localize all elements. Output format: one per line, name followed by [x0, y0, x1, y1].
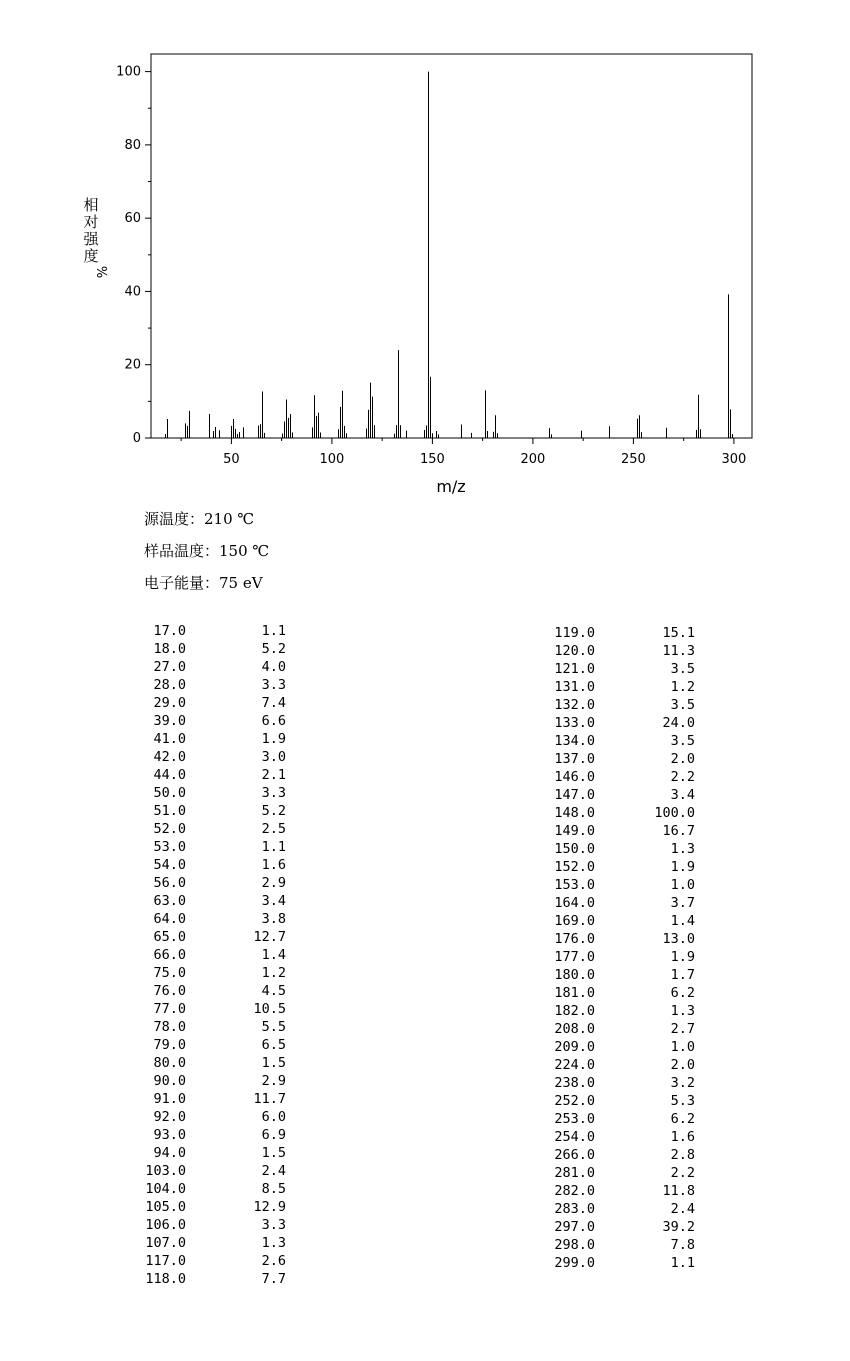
- x-tick-label: 150: [419, 452, 445, 467]
- table-row: [535, 642, 695, 660]
- mz-value: 131.0: [554, 679, 595, 695]
- intensity-value: 1.3: [670, 1003, 695, 1019]
- mz-value: 137.0: [554, 751, 595, 767]
- source-temperature: 源温度：210 ℃: [144, 510, 255, 528]
- intensity-value: 5.2: [261, 641, 286, 657]
- x-axis-label: m/z: [436, 477, 466, 496]
- y-tick-label: 80: [124, 137, 141, 153]
- intensity-value: 11.8: [662, 1183, 695, 1199]
- intensity-value: 7.7: [261, 1271, 286, 1287]
- table-row: [126, 1252, 286, 1270]
- table-row: [126, 838, 286, 856]
- mz-value: 66.0: [153, 947, 186, 963]
- table-row: [535, 1218, 695, 1236]
- table-row: [126, 1180, 286, 1198]
- mz-value: 107.0: [145, 1235, 186, 1251]
- intensity-value: 15.1: [662, 625, 695, 641]
- intensity-value: 4.5: [261, 983, 286, 999]
- intensity-value: 1.9: [670, 949, 695, 965]
- table-row: [535, 1002, 695, 1020]
- intensity-value: 1.7: [670, 967, 695, 983]
- mz-value: 44.0: [153, 767, 186, 783]
- table-row: [535, 1038, 695, 1056]
- intensity-value: 2.4: [261, 1163, 286, 1179]
- intensity-value: 2.4: [670, 1201, 695, 1217]
- intensity-value: 1.5: [261, 1055, 286, 1071]
- intensity-value: 16.7: [662, 823, 695, 839]
- mz-value: 54.0: [153, 857, 186, 873]
- intensity-value: 11.3: [662, 643, 695, 659]
- mz-value: 91.0: [153, 1091, 186, 1107]
- table-row: [126, 1216, 286, 1234]
- table-row: [535, 768, 695, 786]
- x-tick-label: 250: [620, 452, 646, 467]
- intensity-value: 3.3: [261, 677, 286, 693]
- x-tick-label: 200: [520, 452, 546, 467]
- table-row: [126, 766, 286, 784]
- intensity-value: 1.1: [261, 839, 286, 855]
- mz-value: 118.0: [145, 1271, 186, 1287]
- intensity-value: 39.2: [662, 1219, 695, 1235]
- intensity-value: 3.0: [261, 749, 286, 765]
- intensity-value: 3.5: [670, 733, 695, 749]
- table-row: [126, 1198, 286, 1216]
- intensity-value: 1.4: [670, 913, 695, 929]
- x-axis-ticks: [181, 438, 746, 467]
- intensity-value: 2.7: [670, 1021, 695, 1037]
- mz-value: 180.0: [554, 967, 595, 983]
- table-row: [535, 1200, 695, 1218]
- intensity-value: 2.2: [670, 769, 695, 785]
- mz-value: 208.0: [554, 1021, 595, 1037]
- table-row: [126, 1144, 286, 1162]
- intensity-value: 1.1: [261, 623, 286, 639]
- mass-spectrum-chart: [0, 0, 850, 500]
- spectrum-peaks: [166, 72, 733, 438]
- y-label-char: 强: [83, 230, 99, 248]
- mz-value: 17.0: [153, 623, 186, 639]
- mz-value: 148.0: [554, 805, 595, 821]
- table-row: [126, 964, 286, 982]
- mz-value: 254.0: [554, 1129, 595, 1145]
- table-row: [535, 1182, 695, 1200]
- intensity-value: 2.9: [261, 875, 286, 891]
- mz-value: 92.0: [153, 1109, 186, 1125]
- table-row: [535, 858, 695, 876]
- y-tick-label: 40: [124, 284, 141, 300]
- y-label-char: 相: [83, 196, 99, 214]
- mz-value: 266.0: [554, 1147, 595, 1163]
- x-tick-label: 300: [721, 452, 747, 467]
- mz-value: 181.0: [554, 985, 595, 1001]
- mz-value: 90.0: [153, 1073, 186, 1089]
- mz-value: 224.0: [554, 1057, 595, 1073]
- intensity-value: 6.9: [261, 1127, 286, 1143]
- intensity-value: 6.5: [261, 1037, 286, 1053]
- intensity-value: 6.6: [261, 713, 286, 729]
- table-row: [535, 1164, 695, 1182]
- mz-value: 177.0: [554, 949, 595, 965]
- intensity-value: 2.9: [261, 1073, 286, 1089]
- mz-value: 164.0: [554, 895, 595, 911]
- mz-value: 50.0: [153, 785, 186, 801]
- mz-value: 76.0: [153, 983, 186, 999]
- table-row: [535, 1110, 695, 1128]
- table-row: [126, 856, 286, 874]
- mz-value: 53.0: [153, 839, 186, 855]
- intensity-value: 12.7: [253, 929, 286, 945]
- intensity-value: 1.2: [261, 965, 286, 981]
- mz-value: 103.0: [145, 1163, 186, 1179]
- table-row: [535, 1092, 695, 1110]
- table-row: [535, 696, 695, 714]
- mz-value: 39.0: [153, 713, 186, 729]
- table-row: [126, 622, 286, 640]
- y-label-char: 度: [83, 247, 99, 265]
- intensity-value: 2.5: [261, 821, 286, 837]
- mz-value: 119.0: [554, 625, 595, 641]
- intensity-value: 3.3: [261, 1217, 286, 1233]
- mz-value: 133.0: [554, 715, 595, 731]
- y-label-char: %: [93, 265, 108, 279]
- table-row: [535, 1074, 695, 1092]
- intensity-value: 7.8: [670, 1237, 695, 1253]
- table-row: [126, 928, 286, 946]
- mz-value: 80.0: [153, 1055, 186, 1071]
- intensity-value: 1.9: [261, 731, 286, 747]
- x-tick-label: 50: [223, 452, 240, 467]
- intensity-value: 3.4: [261, 893, 286, 909]
- intensity-value: 100.0: [654, 805, 695, 821]
- intensity-value: 5.5: [261, 1019, 286, 1035]
- mz-value: 28.0: [153, 677, 186, 693]
- table-row: [126, 874, 286, 892]
- sample-temperature: 样品温度：150 ℃: [144, 542, 270, 560]
- table-row: [535, 966, 695, 984]
- table-row: [126, 694, 286, 712]
- mz-value: 41.0: [153, 731, 186, 747]
- intensity-value: 1.4: [261, 947, 286, 963]
- table-row: [126, 1090, 286, 1108]
- intensity-value: 5.3: [670, 1093, 695, 1109]
- mz-value: 299.0: [554, 1255, 595, 1271]
- table-row: [535, 822, 695, 840]
- y-tick-label: 0: [132, 431, 141, 446]
- mz-value: 132.0: [554, 697, 595, 713]
- table-row: [535, 1146, 695, 1164]
- mz-value: 146.0: [554, 769, 595, 785]
- mz-value: 78.0: [153, 1019, 186, 1035]
- intensity-value: 24.0: [662, 715, 695, 731]
- intensity-value: 11.7: [253, 1091, 286, 1107]
- table-row: [535, 786, 695, 804]
- table-row: [535, 660, 695, 678]
- mz-value: 253.0: [554, 1111, 595, 1127]
- table-row: [535, 624, 695, 642]
- mz-value: 18.0: [153, 641, 186, 657]
- table-row: [535, 912, 695, 930]
- mz-value: 121.0: [554, 661, 595, 677]
- peak-table-right: [535, 624, 695, 1272]
- intensity-value: 8.5: [261, 1181, 286, 1197]
- table-row: [126, 1108, 286, 1126]
- mz-value: 298.0: [554, 1237, 595, 1253]
- table-row: [126, 982, 286, 1000]
- mz-value: 106.0: [145, 1217, 186, 1233]
- intensity-value: 3.7: [670, 895, 695, 911]
- table-row: [535, 714, 695, 732]
- table-row: [535, 1236, 695, 1254]
- mz-value: 27.0: [153, 659, 186, 675]
- mz-value: 117.0: [145, 1253, 186, 1269]
- mz-value: 51.0: [153, 803, 186, 819]
- table-row: [126, 1000, 286, 1018]
- intensity-value: 2.1: [261, 767, 286, 783]
- intensity-value: 12.9: [253, 1199, 286, 1215]
- mz-value: 105.0: [145, 1199, 186, 1215]
- mz-value: 134.0: [554, 733, 595, 749]
- table-row: [126, 676, 286, 694]
- intensity-value: 1.9: [670, 859, 695, 875]
- mz-value: 176.0: [554, 931, 595, 947]
- table-row: [126, 1126, 286, 1144]
- mz-value: 209.0: [554, 1039, 595, 1055]
- table-row: [535, 804, 695, 822]
- intensity-value: 2.6: [261, 1253, 286, 1269]
- mz-value: 281.0: [554, 1165, 595, 1181]
- mz-value: 79.0: [153, 1037, 186, 1053]
- mz-value: 150.0: [554, 841, 595, 857]
- intensity-value: 6.0: [261, 1109, 286, 1125]
- plot-frame: [151, 54, 752, 438]
- mz-value: 94.0: [153, 1145, 186, 1161]
- table-row: [126, 784, 286, 802]
- table-row: [535, 894, 695, 912]
- intensity-value: 6.2: [670, 985, 695, 1001]
- table-row: [535, 1254, 695, 1272]
- peak-table-left: [126, 622, 286, 1288]
- intensity-value: 4.0: [261, 659, 286, 675]
- table-row: [535, 732, 695, 750]
- mz-value: 75.0: [153, 965, 186, 981]
- mz-value: 104.0: [145, 1181, 186, 1197]
- mz-value: 29.0: [153, 695, 186, 711]
- intensity-value: 3.2: [670, 1075, 695, 1091]
- mz-value: 56.0: [153, 875, 186, 891]
- intensity-value: 1.3: [670, 841, 695, 857]
- y-tick-label: 100: [116, 64, 141, 80]
- mz-value: 120.0: [554, 643, 595, 659]
- table-row: [126, 820, 286, 838]
- mz-value: 169.0: [554, 913, 595, 929]
- intensity-value: 2.0: [670, 1057, 695, 1073]
- mz-value: 152.0: [554, 859, 595, 875]
- mz-value: 64.0: [153, 911, 186, 927]
- table-row: [126, 1270, 286, 1288]
- table-row: [535, 750, 695, 768]
- table-row: [535, 984, 695, 1002]
- mz-value: 42.0: [153, 749, 186, 765]
- mz-value: 297.0: [554, 1219, 595, 1235]
- mz-value: 283.0: [554, 1201, 595, 1217]
- table-row: [126, 730, 286, 748]
- intensity-value: 3.4: [670, 787, 695, 803]
- table-row: [126, 910, 286, 928]
- mz-value: 52.0: [153, 821, 186, 837]
- table-row: [126, 1036, 286, 1054]
- intensity-value: 1.2: [670, 679, 695, 695]
- table-row: [126, 946, 286, 964]
- mz-value: 238.0: [554, 1075, 595, 1091]
- mz-value: 77.0: [153, 1001, 186, 1017]
- table-row: [126, 1018, 286, 1036]
- intensity-value: 3.8: [261, 911, 286, 927]
- mz-value: 147.0: [554, 787, 595, 803]
- intensity-value: 2.2: [670, 1165, 695, 1181]
- intensity-value: 5.2: [261, 803, 286, 819]
- intensity-value: 13.0: [662, 931, 695, 947]
- intensity-value: 1.6: [261, 857, 286, 873]
- mz-value: 282.0: [554, 1183, 595, 1199]
- y-tick-label: 20: [124, 357, 141, 373]
- y-axis-label: [83, 196, 108, 278]
- electron-energy: 电子能量：75 eV: [144, 574, 263, 592]
- mz-value: 252.0: [554, 1093, 595, 1109]
- table-row: [126, 892, 286, 910]
- table-row: [535, 876, 695, 894]
- intensity-value: 10.5: [253, 1001, 286, 1017]
- table-row: [126, 1234, 286, 1252]
- mz-value: 93.0: [153, 1127, 186, 1143]
- y-label-char: 对: [83, 213, 99, 231]
- intensity-value: 1.0: [670, 877, 695, 893]
- y-tick-label: 60: [124, 211, 141, 227]
- x-tick-label: 100: [319, 452, 345, 467]
- table-row: [126, 748, 286, 766]
- mz-value: 153.0: [554, 877, 595, 893]
- table-row: [535, 1056, 695, 1074]
- intensity-value: 3.5: [670, 661, 695, 677]
- y-axis-ticks: [116, 65, 151, 446]
- intensity-value: 3.5: [670, 697, 695, 713]
- table-row: [535, 930, 695, 948]
- mz-value: 65.0: [153, 929, 186, 945]
- intensity-value: 1.0: [670, 1039, 695, 1055]
- intensity-value: 1.5: [261, 1145, 286, 1161]
- table-row: [535, 948, 695, 966]
- mz-value: 182.0: [554, 1003, 595, 1019]
- table-row: [126, 802, 286, 820]
- intensity-value: 3.3: [261, 785, 286, 801]
- table-row: [126, 1054, 286, 1072]
- table-row: [126, 658, 286, 676]
- intensity-value: 2.0: [670, 751, 695, 767]
- mz-value: 149.0: [554, 823, 595, 839]
- intensity-value: 1.1: [670, 1255, 695, 1271]
- intensity-value: 2.8: [670, 1147, 695, 1163]
- table-row: [535, 678, 695, 696]
- intensity-value: 6.2: [670, 1111, 695, 1127]
- intensity-value: 1.3: [261, 1235, 286, 1251]
- intensity-value: 1.6: [670, 1129, 695, 1145]
- table-row: [535, 1128, 695, 1146]
- mz-value: 63.0: [153, 893, 186, 909]
- table-row: [126, 640, 286, 658]
- intensity-value: 7.4: [261, 695, 286, 711]
- table-row: [126, 1162, 286, 1180]
- table-row: [126, 1072, 286, 1090]
- table-row: [535, 840, 695, 858]
- table-row: [535, 1020, 695, 1038]
- table-row: [126, 712, 286, 730]
